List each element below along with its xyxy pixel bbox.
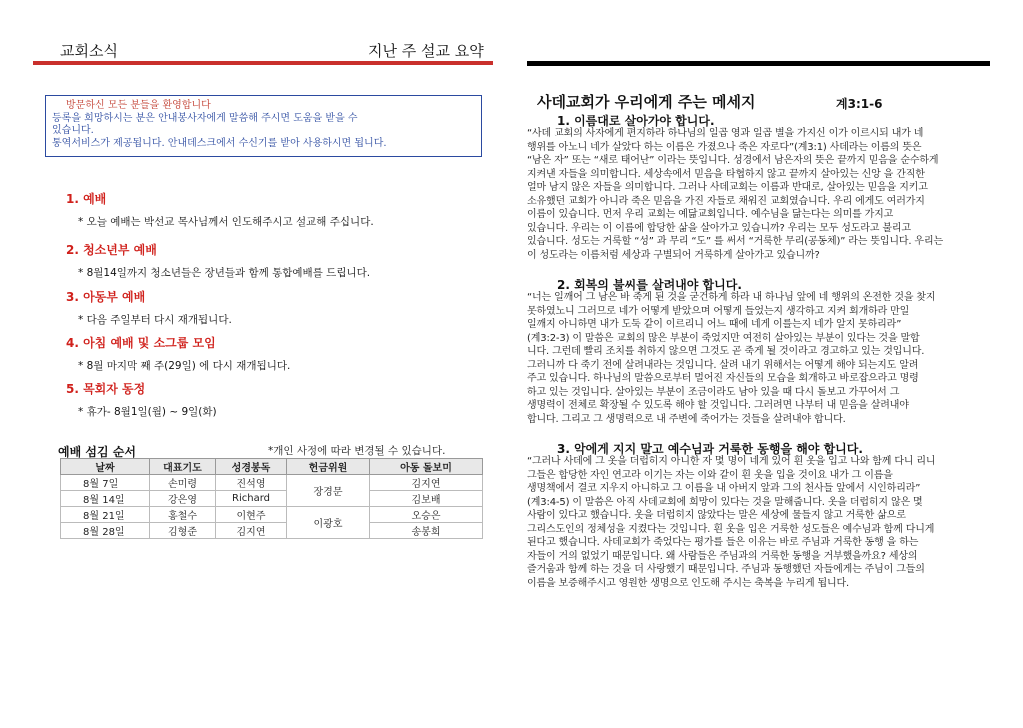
sermon-text-line: 즐거움과 함께 하는 것을 더 사랑했기 때문입니다. 주님과 동행했던 자들에게는 주님이 그들의 [527,564,925,575]
table-row [61,475,483,491]
table-row [61,491,483,507]
table-cell: Richard [216,491,287,507]
table-cell: 이현주 [216,507,287,523]
table-row [61,507,483,523]
sermon-reference: 계3:1-6 [836,97,883,111]
schedule-table [60,458,483,539]
table-cell: 손미령 [150,475,216,491]
schedule-title: 예배 섬김 순서 [58,445,136,459]
news-item [66,288,486,327]
sermon-title: 사데교회가 우리에게 주는 메세지 [537,93,756,111]
sermon-text-line: 이름이 있습니다. 먼저 우리 교회는 예닮교회입니다. 예수님을 닮는다는 의미를 가지고 [527,209,894,220]
table-cell: 강은영 [150,491,216,507]
sermon-text-line: 있습니다. 우리는 이 이름에 합당한 삶을 살아가고 있습니까? 우리는 모두 성도라고 불리고 [527,222,911,234]
column-header: 날짜 [61,459,150,475]
welcome-line: 등록을 희망하시는 분은 안내봉사자에게 말씀해 주시면 도움을 받을 수 [52,112,358,124]
news-detail: * 휴가- 8월1일(월) ~ 9일(화) [78,406,217,418]
table-cell: 김형준 [150,523,216,539]
sermon-text-line: 니다. 그런데 빨리 조치를 취하지 않으면 그것도 곧 죽게 될 것이라고 경고하고 있는 것입니다. [527,346,925,357]
table-header-row [61,459,483,475]
table-cell: 8월 7일 [61,475,150,491]
table-cell: 8월 21일 [61,507,150,523]
news-detail: * 8월14일까지 청소년들은 장년들과 함께 통합예배를 드립니다. [78,267,371,279]
table-row [61,523,483,539]
news-item [66,190,486,229]
sermon-text-line: 그리스도인의 정체성을 지켰다는 것입니다. 흰 옷을 입은 거룩한 성도들은 예수님과 함께 다니게 [527,523,935,535]
news-title: 1. 예배 [66,192,107,206]
sermon-text-line: (계3:4-5) 이 말씀은 아직 사데교회에 희망이 있다는 것을 말해줍니다. 옷을 더럽히지 않은 몇 [527,496,923,508]
sermon-text-line: 생명력이 전체로 확장될 수 있도록 해야 할 것입니다. 그러려면 나부터 내 믿음을 살려내야 [527,400,909,411]
sermon-text-line: 그러니까 다 죽기 전에 살려내라는 것입니다. 살려 내기 위해서는 어떻게 해야 되는지도 알려 [527,359,919,371]
table-cell: 김지연 [370,475,483,491]
news-item [66,380,486,419]
sermon-text-line: “그러나 사데에 그 옷을 더럽히지 아니한 자 몇 명이 네게 있어 흰 옷을 입고 나와 함께 다니 리니 [527,456,936,467]
column-header: 성경봉독 [216,459,287,475]
header-divider-black [527,61,990,66]
table-cell: 홍철수 [150,507,216,523]
sermon-text-line: 합니다. 그리고 그 생명력으로 내 주변에 죽어가는 것들을 살려내야 합니다. [527,413,846,425]
sermon-section-body [527,455,990,590]
news-item [66,241,486,280]
sermon-text-line: “사데 교회의 사자에게 편지하라 하나님의 일곱 영과 일곱 별을 가지신 이가 이르시되 내가 네 [527,128,924,139]
welcome-line: 방문하신 모든 분들을 환영합니다 [66,100,211,111]
table-cell: 오승은 [370,507,483,523]
sermon-section-heading: 1. 이름대로 살아가야 합니다. [557,114,715,128]
sermon-text-line: 이 성도라는 이름처럼 세상과 구별되어 거룩하게 살아가고 있습니까? [527,249,820,261]
news-title: 2. 청소년부 예배 [66,243,157,257]
sermon-text-line: 소유했던 교회가 아니라 죽은 믿음을 가진 자들로 채워진 교회였습니다. 우리 에게도 여러가지 [527,195,925,207]
table-cell: 송봉희 [370,523,483,539]
sermon-section-body [527,127,990,262]
sermon-text-line: 이름을 보증해주시고 영원한 생명으로 인도해 주시는 축복을 누리게 됩니다. [527,577,850,589]
news-title: 4. 아침 예배 및 소그룹 모임 [66,336,216,350]
table-cell: 8월 28일 [61,523,150,539]
sermon-text-line: “남은 자” 또는 “새로 태어난” 이라는 뜻입니다. 성경에서 남은자의 뜻은 끝까지 믿음을 순수하게 [527,155,939,166]
sermon-text-line: 못하였노니 그러므로 네가 어떻게 받았으며 어떻게 들었는지 생각하고 지켜 회개하라 만일 [527,305,910,317]
table-cell: 8월 14일 [61,491,150,507]
sermon-text-line: 있습니다. 성도는 거룩할 “성” 과 무리 “도” 를 써서 “거룩한 무리(공동체)” 라는 뜻입니다. 우리는 [527,236,943,247]
header-divider-red [33,61,493,65]
sermon-text-line: 일깨지 아니하면 내가 도둑 같이 이르리니 어느 때에 네게 이를는지 네가 알지 못하리라” [527,319,902,330]
sermon-text-line: 자들이 거의 없었기 때문입니다. 왜 사람들은 주님과의 거룩한 동행을 거부했을까요? 세상의 [527,550,918,562]
sermon-text-line: 된다고 했습니다. 사데교회가 죽었다는 평가를 들은 이유는 바로 주님과 거룩한 동행 을 하는 [527,537,919,548]
column-header: 대표기도 [150,459,216,475]
table-cell: 진석영 [216,475,287,491]
news-title: 5. 목회자 동정 [66,382,146,396]
sermon-summary-heading: 지난 주 설교 요약 [368,42,484,60]
sermon-text-line: 얼마 남지 않은 자들을 의미합니다. 그러나 사데교회는 이름과 반대로, 살아있는 믿음을 지키고 [527,182,928,193]
sermon-section-body [527,291,990,426]
table-cell: 장경문 [287,475,370,507]
sermon-text-line: 행위를 아노니 네가 살았다 하는 이름은 가졌으나 죽은 자로다”(계3:1) 사데라는 이름의 뜻은 [527,141,922,153]
welcome-line: 통역서비스가 제공됩니다. 안내데스크에서 수신기를 받아 사용하시면 됩니다. [52,137,387,149]
welcome-line: 있습니다. [52,125,94,137]
news-detail: * 다음 주일부터 다시 재개됩니다. [78,314,232,326]
sermon-text-line: 주고 있습니다. 하나님의 말씀으로부터 멀어진 자신들의 모습을 회개하고 바로잡으라고 명령 [527,373,919,384]
sermon-section-heading: 3. 악에게 지지 말고 예수님과 거룩한 동행을 해야 합니다. [557,442,863,456]
sermon-text-line: “너는 일깨어 그 남은 바 죽게 된 것을 굳건하게 하라 내 하나님 앞에 네 행위의 온전한 것을 찾지 [527,292,936,303]
sermon-text-line: 사람이 있다고 했습니다. 옷을 더럽히지 않았다는 말은 세상에 물들지 않고 거룩한 삶으로 [527,510,906,521]
sermon-text-line: 하고 있는 것입니다. 살아있는 부분이 조금이라도 남아 있을 때 다시 돌보고 가꾸어서 그 [527,386,900,398]
news-item [66,334,486,373]
sermon-text-line: 지켜낸 자들을 의미합니다. 세상속에서 믿음을 타협하지 않고 끝까지 살아있는 신앙 을 간직한 [527,168,925,180]
sermon-text-line: 그들은 합당한 자인 연고라 이기는 자는 이와 같이 흰 옷을 입을 것이요 내가 그 이름을 [527,469,893,481]
column-header: 아동 돌보미 [370,459,483,475]
sermon-text-line: 생명책에서 결코 지우지 아니하고 그 이름을 내 아버지 앞과 그의 천사들 앞에서 시인하리라” [527,483,921,494]
news-title: 3. 아동부 예배 [66,290,146,304]
table-cell: 김보배 [370,491,483,507]
news-detail: * 오늘 예배는 박선교 목사님께서 인도해주시고 설교해 주십니다. [78,216,374,228]
sermon-section-heading: 2. 회복의 불씨를 살려내야 합니다. [557,278,742,292]
column-header: 헌금위원 [287,459,370,475]
table-cell: 이광호 [287,507,370,539]
welcome-box [45,95,482,157]
schedule-note: *개인 사정에 따라 변경될 수 있습니다. [268,445,446,457]
news-detail: * 8월 마지막 째 주(29일) 에 다시 재개됩니다. [78,360,291,372]
table-cell: 김지연 [216,523,287,539]
sermon-text-line: (계3:2-3) 이 말씀은 교회의 많은 부분이 죽었지만 여전히 살아있는 부분이 있다는 것을 말합 [527,332,920,344]
page-section-title: 교회소식 [60,42,118,60]
